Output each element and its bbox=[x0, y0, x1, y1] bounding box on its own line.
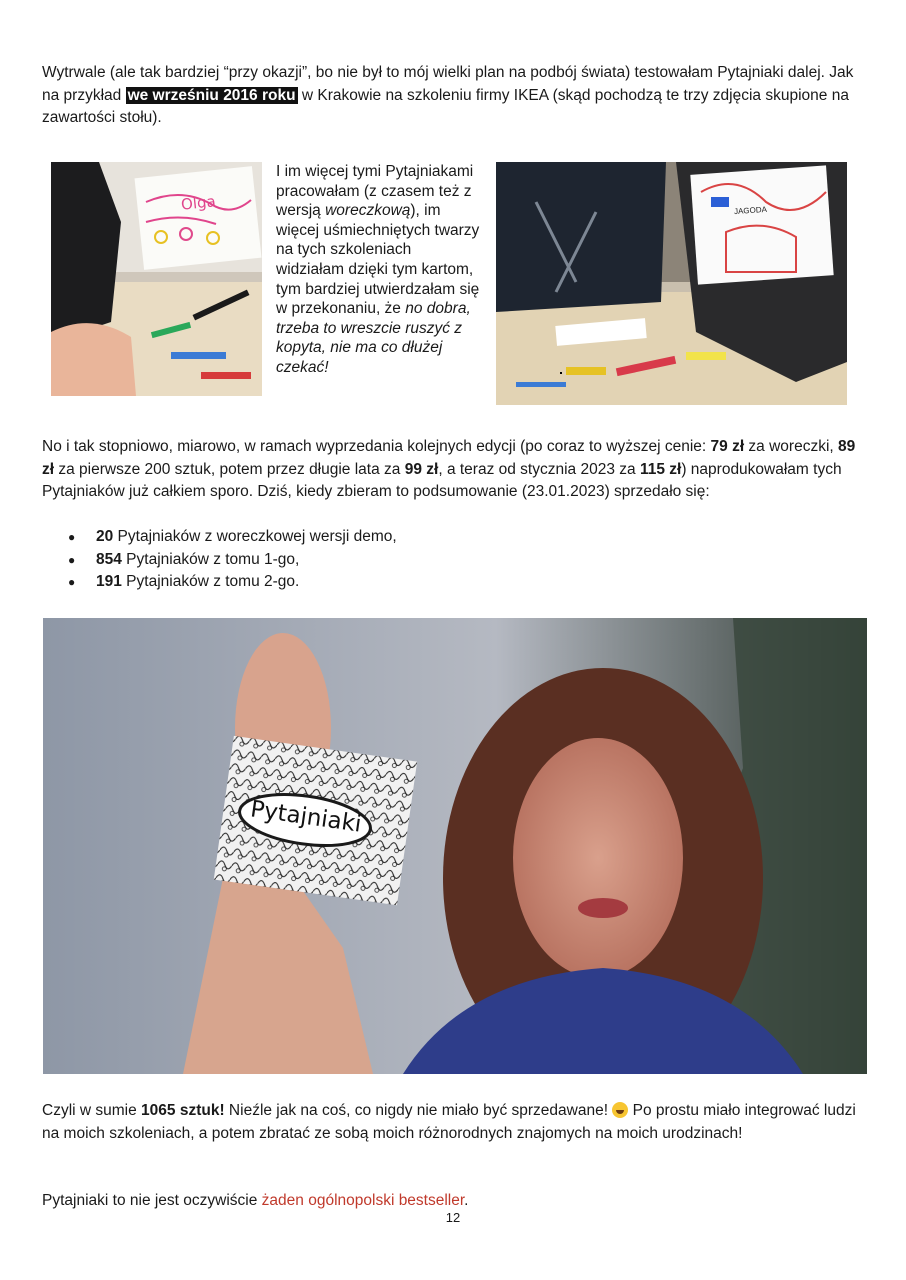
text-span: za pierwsze 200 sztuk, potem przez długie lata za bbox=[54, 460, 405, 478]
count: 20 bbox=[96, 528, 114, 545]
list-item bbox=[68, 549, 397, 572]
text-span: za woreczki, bbox=[744, 438, 839, 455]
price-89: 89 zł bbox=[42, 438, 856, 478]
text-span: I im więcej tymi Pytajniakami pracowałam (z czasem też z wersją bbox=[276, 163, 474, 220]
count: 191 bbox=[96, 573, 122, 590]
sales-list bbox=[68, 526, 397, 594]
count: 854 bbox=[96, 550, 122, 568]
italic-text: woreczkową bbox=[325, 202, 411, 220]
text-span: Wytrwale (ale tak bardziej “przy okazji”, bo nie był to mój wielki plan na podbój świata) testowałam Pytajniaki dalej. Jak na przykład bbox=[42, 64, 854, 104]
workshop-photo-left bbox=[51, 162, 262, 396]
text-span: No i tak stopniowo, miarowo, w ramach wyprzedania kolejnych edycji (po coraz to wyższej cenie: bbox=[42, 438, 711, 455]
side-paragraph bbox=[276, 162, 482, 378]
text-span: Pytajniaki to nie jest oczywiście bbox=[42, 1192, 262, 1209]
price-115: 115 zł bbox=[639, 460, 682, 478]
intro-paragraph bbox=[42, 62, 864, 130]
price-99: 99 zł bbox=[404, 460, 439, 478]
text-span: Nieźle jak na coś, co nigdy nie miało być sprzedawane! bbox=[224, 1102, 613, 1119]
list-item bbox=[68, 526, 397, 549]
text-span: ), im więcej uśmiechniętych twarzy na tych szkoleniach widziałam dzięki tym kartom, tym bardziej utwierdzałam się w przekonaniu, że bbox=[276, 202, 480, 318]
card-name-olga: Olga bbox=[180, 192, 217, 214]
card-name-jagoda: JAGODA bbox=[733, 204, 768, 217]
list-item-text: Pytajniaków z tomu 1-go, bbox=[121, 550, 300, 568]
workshop-photo-right bbox=[496, 162, 847, 405]
bestseller-link[interactable]: żaden ogólnopolski bestseller bbox=[261, 1192, 465, 1209]
text-span: , a teraz od stycznia 2023 za bbox=[438, 460, 640, 478]
text-span: w Krakowie na szkoleniu firmy IKEA (skąd pochodzą te trzy zdjęcia skupione na zawartości stołu). bbox=[42, 86, 849, 126]
price-79: 79 zł bbox=[710, 438, 745, 455]
text-span: Czyli w sumie bbox=[42, 1102, 142, 1119]
list-item-text: Pytajniaków z tomu 2-go. bbox=[121, 573, 300, 590]
text-span: . bbox=[464, 1192, 469, 1209]
list-item-text: Pytajniaków z woreczkowej wersji demo, bbox=[113, 528, 397, 545]
text-span: Po prostu miało integrować ludzi na moich szkoleniach, a potem zbratać ze sobą moich różnorodnych znajomych na moich urodzinach! bbox=[42, 1102, 856, 1142]
list-item bbox=[68, 571, 397, 594]
summary-paragraph bbox=[42, 1100, 864, 1145]
highlighted-date: we wrześniu 2016 roku bbox=[127, 86, 296, 104]
page-number: 12 bbox=[445, 1210, 461, 1225]
text-span: ) naprodukowałam tych Pytajniaków już całkiem sporo. Dziś, kiedy zbieram to podsumowanie (23.01.2023) sprzedało się: bbox=[42, 460, 842, 500]
italic-text: no dobra, trzeba to wreszcie ruszyć z kopyta, nie ma co dłużej czekać! bbox=[276, 300, 471, 376]
card-photo bbox=[43, 618, 867, 1074]
total-count: 1065 sztuk! bbox=[141, 1102, 225, 1119]
sales-paragraph bbox=[42, 436, 864, 504]
laughing-emoji-icon bbox=[612, 1102, 628, 1118]
card-logo-text: Pytajniaki bbox=[248, 796, 364, 838]
